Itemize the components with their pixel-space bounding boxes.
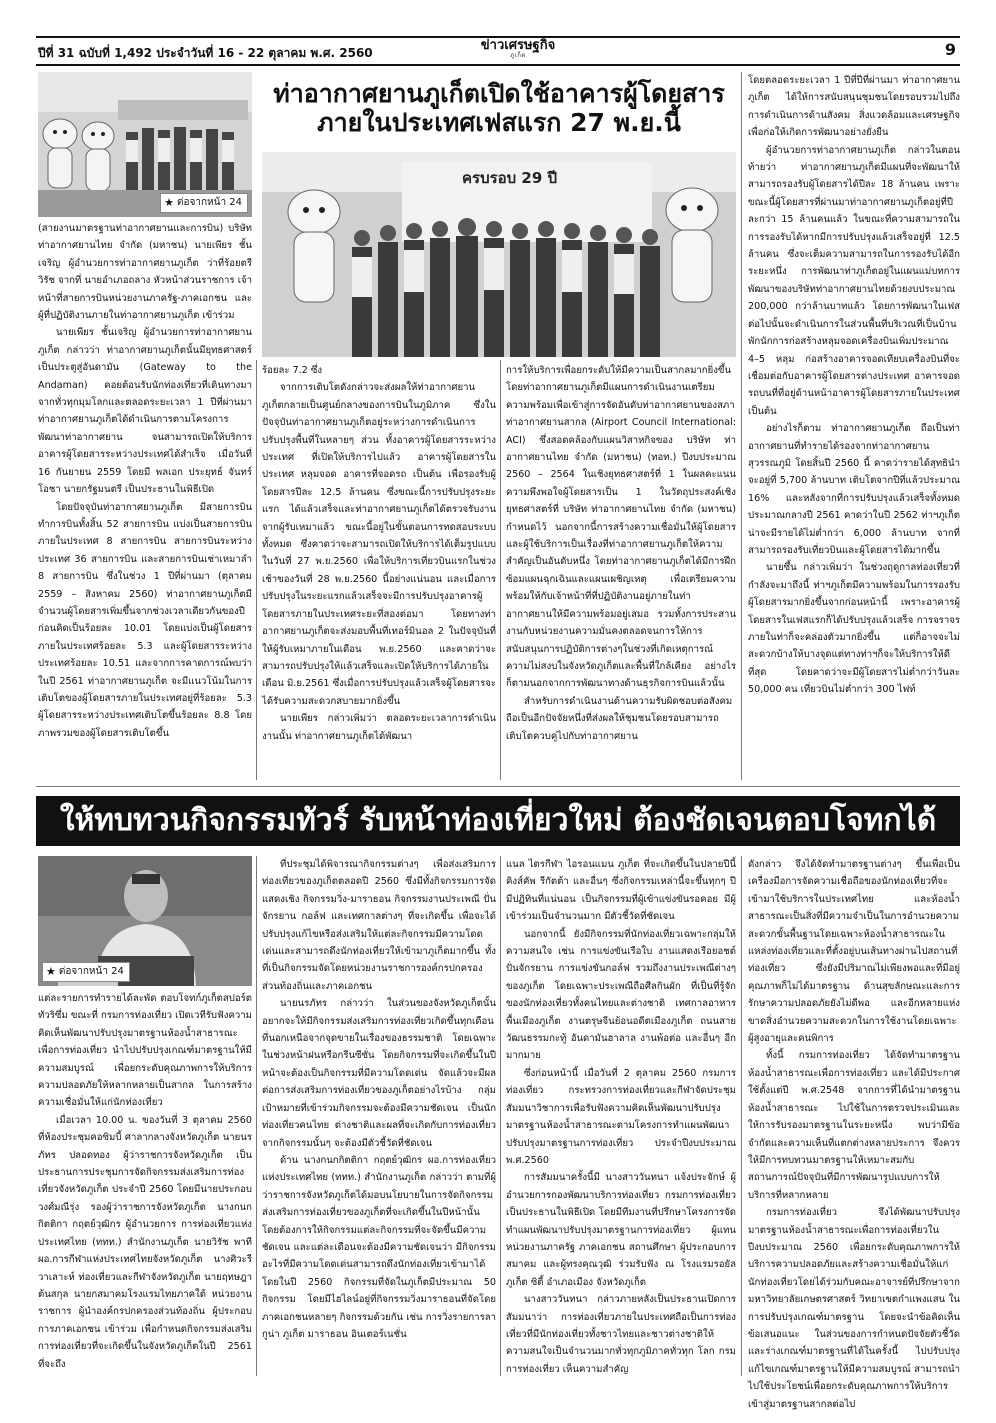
paragraph: นางสาววันทนา กล่าวภายหลังเป็นประธานเปิดการสัมมนาว่า การท่องเที่ยวภายในประเทศถือเป็นการท่องเที่ยวที่มีนักท่องเที่ยวทั้งชาวไทยและชาวต่างชาติให้ความสนใจเป็นจำนวนมากทั่วทุกภูมิภาคทั่วทุก โลก กรมการท่องเที่ยว เห็นความสำคัญ <box>506 1294 736 1375</box>
paragraph: โดยปัจจุบันท่าอากาศยานภูเก็ต มีสายการบินทำการบินทั้งสิ้น 52 สายการบิน แบ่งเป็นสายการบินภายในประเทศ 8 สายการบิน สายการบินระหว่างประเทศ 36 สายการบิน และสายการบินเช่าเหมาลำ 8 สายการบิน ซึ่งในช่วง 1 ปีที่ผ่านมา (ตุลาคม 2559 – สิงหาคม 2560) ท่าอากาศยานภูเก็ตมีจำนวนผู้โดยสารเพิ่มขึ้นจากช่วงเวลาเดียวกันของปีก่อนคิดเป็นร้อยละ 10.01 โดยแบ่งเป็นผู้โดยสารภายในประเทศร้อยละ 5.3 และผู้โดยสารระหว่างประเทศร้อยละ 10.51 และจากการคาดการณ์พบว่าในปี 2561 ท่าอากาศยานภูเก็ต จะมีแนวโน้มในการเติบโตของผู้โดยสารภายในประเทศอยู่ที่ร้อยละ 5.3 ผู้โดยสารระหว่างประเทศเติบโตขึ้นร้อยละ 8.8 โดยภาพรวมของผู้โดยสารเติบโตขึ้น <box>38 501 252 739</box>
story1-column-4 <box>748 72 960 778</box>
story1-column-1 <box>38 220 252 778</box>
paragraph: นายนรภัทร กล่าวว่า ในส่วนของจังหวัดภูเก็ตนั้นอยากจะให้มีกิจกรรมส่งเสริมการท่องเที่ยวเกิดขึ้นทุกเดือน ที่นอกเหนือจากจุดขายในเรื่องของธรรมชาติ โดยเฉพาะในช่วงหน้าฝนหรือกรีนซีซั่น โดยกิจกรรมที่จะเกิดขึ้นในปีหน้าจะต้องเป็นกิจกรรมที่มีความโดดเด่น จัดแล้วจะมีผลต่อการส่งเสริมการท่องเที่ยวของภูเก็ตอย่างไรบ้าง กลุ่มเป้าหมายที่เข้าร่วมกิจกรรมจะต้องมีความชัดเจน เป็นนักท่องเที่ยวคนไทย ต่างชาติและผลที่จะเกิดกับการท่องเที่ยวจากกิจกรรมนั้นๆ จะต้องมีตัวชี้วัดที่ชัดเจน <box>262 998 496 1149</box>
paragraph: อย่างไรก็ตาม ท่าอากาศยานภูเก็ต ถือเป็นท่าอากาศยานที่ทำรายได้รองจากท่าอากาศยานสุวรรณภูมิ โดยสิ้นปี 2560 นี้ คาดว่ารายได้สุทธินำจะอยู่ที่ 5,700 ล้านบาท เติบโตจากปีที่แล้วประมาณ 16% และหลังจากที่การปรับปรุงแล้วเสร็จทั้งหมด ประมาณกลางปี 2561 คาดว่าในปี 2562 ท่าฯภูเก็ตน่าจะมีรายได้ไม่ต่ำกว่า 6,000 ล้านบาท จากที่สามารถรองรับเที่ยวบินและผู้โดยสารได้มากขึ้น <box>748 423 960 556</box>
section-divider <box>36 786 960 787</box>
paragraph: นอกจากนี้ ยังมีกิจกรรมที่นักท่องเที่ยวเฉพาะกลุ่มให้ความสนใจ เช่น การแข่งขันเรือใบ งานแสดงเรือยอชต์ ปั่นจักรยาน การแข่งขันกอล์ฟ รวมถึงงานประเพณีต่างๆ ของภูเก็ต โดยเฉพาะประเพณีถือศีลกินผัก ที่เป็นที่รู้จักของนักท่องเที่ยวทั้งคนไทยและต่างชาติ เทศกาลอาหารพื้นเมืองภูเก็ต งานตรุษจีนย้อนอดีตเมืองภูเก็ต ถนนสายวัฒนธรรมกะทู้ อันดามันฮาลาล งานพ้อต่อ และอื่นๆ อีกมากมาย <box>506 928 736 1062</box>
paragraph: ที่ประชุมได้พิจารณากิจกรรมต่างๆ เพื่อส่งเสริมการท่องเที่ยวของภูเก็ตตลอดปี 2560 ซึ่งมีทั้งกิจกรรมการจัดแสดงเชิง กิจกรรมวิ่ง-มาราธอน กิจกรรมงานประเพณี ปั่นจักรยาน กอล์ฟ และเทศกาลต่างๆ ที่จะเกิดขึ้น เพื่อจะได้ปรับปรุงแก้ไขหรือส่งเสริมให้แต่ละกิจกรรมมีความโดดเด่นและสามารถดึงนักท่องเที่ยวให้เข้ามาภูเก็ตมากขึ้น ทั้งที่เป็นกิจกรรมจัดโดยหน่วยงานราชการองค์กรปกครองส่วนท้องถิ่นและภาคเอกชน <box>262 859 496 992</box>
paragraph: ทั้งนี้ กรมการท่องเที่ยว ได้จัดทำมาตรฐานห้องน้ำสาธารณะเพื่อการท่องเที่ยว และได้มีประกาศใช้ตั้งแต่ปี พ.ศ.2548 จากการที่ได้นำมาตรฐานห้องน้ำสาธารณะ ไปใช้ในการตรวจประเมินและให้การรับรองมาตรฐานในระยะหนึ่ง พบว่ามีข้อจำกัดและความเห็นที่แตกต่างหลายประการ จึงควรให้มีการทบทวนมาตรฐานให้เหมาะสมกับสถานการณ์ปัจจุบันที่มีการพัฒนารูปแบบการให้บริการที่หลากหลาย <box>748 1050 960 1201</box>
story2-headline-banner <box>36 796 960 846</box>
paragraph: โดยตลอดระยะเวลา 1 ปีที่ปีที่ผ่านมา ท่าอากาศยานภูเก็ต ได้ให้การสนับสนุนชุมชนโดยรอบรวมไปถึงการดำเนินการด้านสังคม สิ่งแวดล้อมและเศรษฐกิจ เพื่อก่อให้เกิดการพัฒนาอย่างยั่งยืน <box>748 75 960 139</box>
paragraph: (สายงานมาตรฐานท่าอากาศยานและการบิน) บริษัท ท่าอากาศยานไทย จำกัด (มหาชน) นายเพียร ชั้นเจริญ ผู้อำนวยการท่าอากาศยานภูเก็ต ว่าที่ร้อยตรีวิรัช จากที่ นายอำเภอถลาง หัวหน้าส่วนราชการ เจ้าหน้าที่สายการบินหน่วยงานภาครัฐ-ภาคเอกชน และผู้ที่ปฏิบัติงานภายในท่าอากาศยานภูเก็ต เข้าร่วม <box>38 223 252 322</box>
story2-headline: ให้ทบทวนกิจกรรมทัวร์ รับหน้าท่องเที่ยวใหม่ ต้องชัดเจนตอบโจทกได้ <box>59 803 937 838</box>
paragraph: การให้บริการเพื่อยกระดับให้มีความเป็นสากลมากยิ่งขึ้น โดยท่าอากาศยานภูเก็ตมีแผนการดำเนินงานเตรียมความพร้อมเพื่อเข้าสู่การจัดอันดับท่าอากาศยานของสภาท่าอากาศยานสากล (Airport Council International: ACI) ซึ่งสอดคล้องกับแผนวิสาหกิจของ บริษัท ท่าอากาศยานไทย จำกัด (มหาชน) (ทอท.) ปีงบประมาณ 2560 – 2564 ในเชิงยุทธศาสตร์ที่ 1 ในผลคะแนนความพึงพอใจผู้โดยสารเป็น 1 ในวัตถุประสงค์เชิงยุทธศาสตร์ที่ บริษัท ท่าอากาศยานไทย จำกัด (มหาชน) กำหนดไว้ นอกจากนี้การสร้างความเชื่อมั่นให้ผู้โดยสารและผู้ใช้บริการเป็นเรื่องที่ท่าอากาศยานภูเก็ตให้ความสำคัญเป็นอันดับหนึ่ง โดยท่าอากาศยานภูเก็ตได้มีการฝึกซ้อมแผนฉุกเฉินและแผนเผชิญเหตุ เพื่อเตรียมความพร้อมให้กับเจ้าหน้าที่ที่ปฏิบัติงานอยู่ภายในท่าอากาศยานให้มีความพร้อมอยู่เสมอ รวมทั้งการประสานงานกับหน่วยงานความมั่นคงตลอดจนการให้การสนับสนุนการปฏิบัติการต่างๆในช่วงที่เกิดเหตุการณ์ความไม่สงบในจังหวัดภูเก็ตและพื้นที่ใกล้เคียง อย่างไรก็ตามนอกจากการพัฒนาทางด้านธุรกิจการบินแล้วนั้น <box>506 365 736 690</box>
column-divider <box>256 856 257 1376</box>
story2-governor-photo <box>38 856 252 986</box>
column-divider <box>741 856 742 1376</box>
paragraph: จากการเติบโตดังกล่าวจะส่งผลให้ท่าอากาศยานภูเก็ตกลายเป็นศูนย์กลางของการบินในภูมิภาค ซึ่งในปัจจุบันท่าอากาศยานภูเก็ตอยู่ระหว่างการดำเนินการปรับปรุงพื้นที่ในหลายๆ ส่วน ทั้งอาคารผู้โดยสารระหว่างประเทศ ที่เปิดให้บริการไปแล้ว อาคารผู้โดยสารในประเทศ หลุมจอด อาคารที่จอดรถ เป็นต้น เพื่อรองรับผู้โดยสารปีละ 12.5 ล้านคน ซึ่งขณะนี้การปรับปรุงระยะแรก ได้แล้วเสร็จและท่าอากาศยานภูเก็ตได้ตรวจรับงานจากผู้รับเหมาแล้ว ขณะนี้อยู่ในขั้นตอนการทดสอบระบบทั้งหมด ซึ่งคาดว่าจะสามารถเปิดให้บริการได้เต็มรูปแบบในวันที่ 27 พ.ย.2560 เพื่อให้บริการเที่ยวบินแรกในช่วงเช้าของวันที่ 28 พ.ย.2560 นี้อย่างแน่นอน และเมื่อการปรับปรุงในระยะแรกแล้วเสร็จจะมีการปรับปรุงอาคารผู้โดยสารภายในประเทศระยะที่สองต่อมา โดยทางท่าอากาศยานภูเก็ตจะส่งมอบพื้นที่เทอร์มินอล 2 ในปัจจุบันที่ให้ผู้รับเหมาภายในเดือน พ.ย.2560 และคาดว่าจะสามารถปรับปรุงให้แล้วเสร็จและเปิดให้บริการได้ภายในเดือน มิ.ย.2561 ซึ่งเมื่อการปรับปรุงแล้วเสร็จผู้โดยสารจะได้รับความสะดวกสบายมากยิ่งขึ้น <box>262 382 496 707</box>
paragraph: ด้าน นางกนกกิตติกา กฤตย์วุฒิกร ผอ.การท่องเที่ยวแห่งประเทศไทย (ททท.) สำนักงานภูเก็ต กล่าวว่า ตามที่ผู้ว่าราชการจังหวัดภูเก็ตได้มอบนโยบายในการจัดกิจกรรมส่งเสริมการท่องเที่ยวของภูเก็ตที่จะเกิดขึ้นในปีหน้านั้น โดยต้องการให้กิจกรรมแต่ละกิจกรรมที่จะจัดขึ้นมีความชัดเจน และแต่ละเดือนจะต้องมีความชัดเจนว่า มีกิจกรรมอะไรที่มีความโดดเด่นสามารถดึงนักท่องเที่ยวเข้ามาได้ โดยในปี 2560 กิจกรรมที่จัดในภูเก็ตมีประมาณ 50 กิจกรรม โดยมีไฮไลน์อยู่ที่กิจกรรมวิ่งมาราธอนที่จัดโดยภาคเอกชนหลายๆ กิจกรรมด้วยกัน เช่น การวิ่งรายการลากูน่า ภูเก็ต มาราธอน อินเตอร์เนชั่น <box>262 1154 496 1340</box>
paragraph: ร้อยละ 7.2 ซึ่ง <box>262 365 323 376</box>
headline-line1: ท่าอากาศยานภูเก็ตเปิดใช้อาคารผู้โดยสาร <box>273 79 725 108</box>
paragraph: ดังกล่าว จึงได้จัดทำมาตรฐานต่างๆ ขึ้นเพื่อเป็นเครื่องมือการจัดความเชื่อถือของนักท่องเที่ยวที่จะเข้ามาใช้บริการในประเทศไทย และห้องน้ำสาธารณะเป็นสิ่งที่มีความจำเป็นในการอำนวยความสะดวกขั้นพื้นฐานโดยเฉพาะห้องน้ำสาธารณะในแหล่งท่องเที่ยวและที่ตั้งอยู่บนเส้นทางผ่านไปสถานที่ท่องเที่ยว ซึ่งยังมีปริมาณไม่เพียงพอและที่มีอยู่คุณภาพก็ไม่ได้มาตรฐาน ด้านสุขลักษณะและการรักษาความปลอดภัยยังไม่ดีพอ และอีกหลายแห่งขาดสิ่งอำนวยความสะดวกในการใช้งานโดยเฉพาะผู้สูงอายุและคนพิการ <box>748 859 960 1045</box>
story2-column-4 <box>748 856 960 1410</box>
story1-column-2 <box>262 362 496 778</box>
paragraph: แต่ละรายการทำรายได้ละพัด ตอบโจทก์ภูเก็ตสปอร์ตทัวริซึ่ม ขณะที่ กรมการท่องเที่ยว เปิดเวทีรับฟังความคิดเห็นพัฒนาปรับปรุงมาตรฐานห้องน้ำสาธารณะเพื่อการท่องเที่ยว นำไปปรับปรุงเกณฑ์มาตรฐานให้มีความสมบูรณ์ เพื่อยกระดับคุณภาพการให้บริการความปลอดภัยให้หลากหลายเป็นสากล ในการสร้างความเชื่อมั่นให้แก่นักท่องเที่ยว <box>38 993 252 1109</box>
page-number: 9 <box>944 40 956 59</box>
paragraph: นายเพียร ชั้นเจริญ ผู้อำนวยการท่าอากาศยานภูเก็ต กล่าวว่า ท่าอากาศยานภูเก็ตนั้นมียุทธศาสตร์เป็นประตูสู่อันดามัน (Gateway to the Andaman) คอยต้อนรับนักท่องเที่ยวที่เดินทางมาจากทั่วทุกมุมโลกและตลอดระยะเวลา 1 ปีที่ผ่านมา ท่าอากาศยานภูเก็ตได้ดำเนินการตามโครงการพัฒนาท่าอากาศยาน จนสามารถเปิดให้บริการอาคารผู้โดยสารระหว่างประเทศได้สำเร็จ เมื่อวันที่ 16 กันยายน 2559 โดยมี พลเอก ประยุทธ์ จันทร์โอชา นายกรัฐมนตรี เป็นประธานในพิธีเปิด <box>38 327 252 496</box>
headline-line2: ภายในประเทศเฟสแรก 27 พ.ย.นี้ <box>317 107 681 137</box>
star-icon: ★ <box>164 195 175 209</box>
paragraph: การสัมมนาครั้งนี้มี นางสาววันทนา แจ้งประจักษ์ ผู้อำนวยการกองพัฒนาบริการท่องเที่ยว กรมการท่องเที่ยว เป็นประธานในพิธีเปิด โดยมีทีมงานที่ปรึกษาโครงการจัดทำแผนพัฒนาปรับปรุงมาตรฐานการท่องเที่ยว ผู้แทนหน่วยงานภาครัฐ ภาคเอกชน สถานศึกษา ผู้ประกอบการ สมาคม และผู้ทรงคุณวุฒิ ร่วมรับฟัง ณ โรงแรมรอยัลภูเก็ต ซิตี้ อำเภอเมือง จังหวัดภูเก็ต <box>506 1172 736 1288</box>
masthead-name: ข่าวเศรษฐกิจ <box>480 38 556 53</box>
story1-group-photo <box>262 152 736 357</box>
column-divider <box>741 72 742 780</box>
paragraph: ผู้อำนวยการท่าอากาศยานภูเก็ต กล่าวในตอนท้ายว่า ท่าอากาศยานภูเก็ตมีแผนที่จะพัฒนาให้สามารถรองรับผู้โดยสารได้ปีละ 18 ล้านคน เพราะขณะนี้ผู้โดยสารที่ผ่านมาท่าอากาศยานภูเก็ตอยู่ที่ปีละกว่า 15 ล้านคนแล้ว ในขณะที่ความสามารถในการรองรับได้หากมีการปรับปรุงแล้วเสร็จอยู่ที่ 12.5 ล้านคน ซึ่งจะเต็มความสามารถในการรองรับได้อีกระยะหนึ่ง การพัฒนาท่าภูเก็ตอยู่ในแผนแม่บทการพัฒนาของบริษัทท่าอากาศยานไทยด้วยงบประมาณ 200,000 กว่าล้านบาทแล้ว โดยการพัฒนาในเฟสต่อไปนั้นจะดำเนินการในส่วนพื้นที่บริเวณที่เป็นบ้านพักนักการก่อสร้างหลุมจอดเครื่องบินเพิ่มประมาณ 4–5 หลุม ก่อสร้างอาคารจอดเทียบเครื่องบินที่จะเชื่อมต่อกับอาคารผู้โดยสารต่างประเทศ อาคารจอดรถบนที่ที่อยู่ด้านหน้าอาคารผู้โดยสารภายในประเทศ เป็นต้น <box>748 144 960 417</box>
header-bottom-rule <box>36 64 960 66</box>
issue-line: ปีที่ 31 ฉบับที่ 1,492 ประจำวันที่ 16 - 22 ตุลาคม พ.ศ. 2560 <box>38 46 373 60</box>
column-divider <box>500 856 501 1376</box>
column-divider <box>500 360 501 780</box>
continued-label: ต่อจากหน้า 24 <box>58 966 124 977</box>
paragraph: แนล ไตรกีฬา ไอรอนแมน ภูเก็ต ที่จะเกิดขึ้นในปลายปีนี้ คิงส์คัพ รีกัตต้า และอื่นๆ ซึ่งกิจกรรมเหล่านี้จะขึ้นทุกๆ ปี มีปฏิทินที่แน่นอน เป็นกิจกรรมที่ผู้เข้าแข่งขันรอคอย มีผู้เข้าร่วมเป็นจำนวนมาก มีตัวชี้วัดที่ชัดเจน <box>506 859 736 923</box>
column-divider <box>256 360 257 780</box>
star-icon: ★ <box>46 964 56 978</box>
story1-headline <box>262 80 736 138</box>
paragraph: นายซึ้น กล่าวเพิ่มว่า ในช่วงฤดูกาลท่องเที่ยวที่กำลังจะมาถึงนี้ ท่าฯภูเก็ตมีความพร้อมในการรองรับผู้โดยสารมากยิ่งขึ้นจากก่อนหน้านี้ เพราะอาคารผู้โดยสารในเฟสแรกก็ได้ปรับปรุงแล้วเสร็จ การจราจรภายในท่าก็จะคล่องตัวมากยิ่งขึ้น แต่ก็อาจจะไม่สะดวกบ้างให้บางจุดแต่ทางท่าฯก็จะให้บริการให้ดีที่สุด โดยคาดว่าจะมีผู้โดยสารไม่ต่ำกว่าวันละ 50,000 คน เที่ยวบินไม่ต่ำกว่า 300 ไฟท์ <box>748 562 960 696</box>
story2-column-3 <box>506 856 736 1384</box>
paragraph: กรมการท่องเที่ยว จึงได้พัฒนาปรับปรุงมาตรฐานห้องน้ำสาธารณะเพื่อการท่องเที่ยวในปีงบประมาณ 2560 เพื่อยกระดับคุณภาพการให้บริการความปลอดภัยและสร้างความเชื่อมั่นให้แก่นักท่องเที่ยวโดยได้ร่วมกับคณะอาจารย์ที่ปรึกษาจากมหาวิทยาลัยเกษตรศาสตร์ วิทยาเขตกำแพงแสน ในการปรับปรุงเกณฑ์มาตรฐาน โดยจะนำข้อคิดเห็น ข้อเสนอแนะ ในส่วนของการกำหนดปัจจัยตัวชี้วัดและร่างเกณฑ์มาตรฐานที่ได้ในครั้งนี้ ไปปรับปรุงแก้ไขเกณฑ์มาตรฐานให้มีความสมบูรณ์ สามารถนำไปใช้ประโยชน์เพื่อยกระดับคุณภาพการให้บริการเข้าสู่มาตรฐานสากลต่อไป <box>748 1207 960 1410</box>
story2-column-2 <box>262 856 496 1384</box>
masthead-logo <box>474 38 562 60</box>
paragraph: เมื่อเวลา 10.00 น. ของวันที่ 3 ตุลาคม 2560 ที่ห้องประชุมคอซิมบี้ ศาลากลางจังหวัดภูเก็ต นายนรภัทร ปลอดทอง ผู้ว่าราชการจังหวัดภูเก็ต เป็นประธานการประชุมการจัดกิจกรรมส่งเสริมการท่องเที่ยวจังหวัดภูเก็ต ประจำปี 2560 โดยมีนายประกอบ วงศ์มณีรุ่ง รองผู้ว่าราชการจังหวัดภูเก็ต นางกนกกิตติกา กฤตย์วุฒิกร ผู้อำนวยการ การท่องเที่ยวแห่งประเทศไทย (ททท.) สำนักงานภูเก็ต นายวิรัช พาที ผอ.การกีฬาแห่งประเทศไทยจังหวัดภูเก็ต นางศิวะรีวาเลาะห์ ท่องเที่ยวและกีฬาจังหวัดภูเก็ต นายฤทษฎา ต้นสกุล นายกสมาคมโรงแรมไทยภาคใต้ หน่วยงานราชการ ผู้นำองค์กรปกครองส่วนท้องถิ่น ผู้ประกอบการภาคเอกชน เข้าร่วม เพื่อกำหนดกิจกรรมส่งเสริมการท่องเที่ยวที่จะเกิดขึ้นในจังหวัดภูเก็ตในปี 2561 ที่จะถึง <box>38 1114 252 1370</box>
story1-mascot-photo <box>38 72 252 217</box>
paragraph: นายเพียร กล่าวเพิ่มว่า ตลอดระยะเวลาการดำเนินงานนั้น ท่าอากาศยานภูเก็ตได้พัฒนา <box>262 713 496 742</box>
photo-banner-text: ครบรอบ 29 ปี <box>462 169 558 187</box>
continued-from-badge <box>160 193 248 213</box>
story1-column-3 <box>506 362 736 778</box>
continued-label: ต่อจากหน้า 24 <box>177 197 242 208</box>
paragraph: สำหรับการดำเนินงานด้านความรับผิดชอบต่อสังคมถือเป็นอีกปัจจัยหนึ่งที่ส่งผลให้ชุมชนโดยรอบสามารถเติบโตควบคู่ไปกับท่าอากาศยาน <box>506 695 733 742</box>
story2-column-1 <box>38 990 252 1384</box>
continued-from-badge <box>42 962 130 982</box>
paragraph: ซึ่งก่อนหน้านี้ เมื่อวันที่ 2 ตุลาคม 2560 กรมการท่องเที่ยว กระทรวงการท่องเที่ยวและกีฬาจัดประชุมสัมมนาวิชาการเพื่อรับฟังความคิดเห็นพัฒนาปรับปรุงมาตรฐานห้องน้ำสาธารณะตามโครงการทำแผนพัฒนาปรับปรุงมาตรฐานการท่องเที่ยว ประจำปีงบประมาณ พ.ศ.2560 <box>506 1067 736 1166</box>
masthead-tag: ภูเก็ต <box>510 52 526 59</box>
